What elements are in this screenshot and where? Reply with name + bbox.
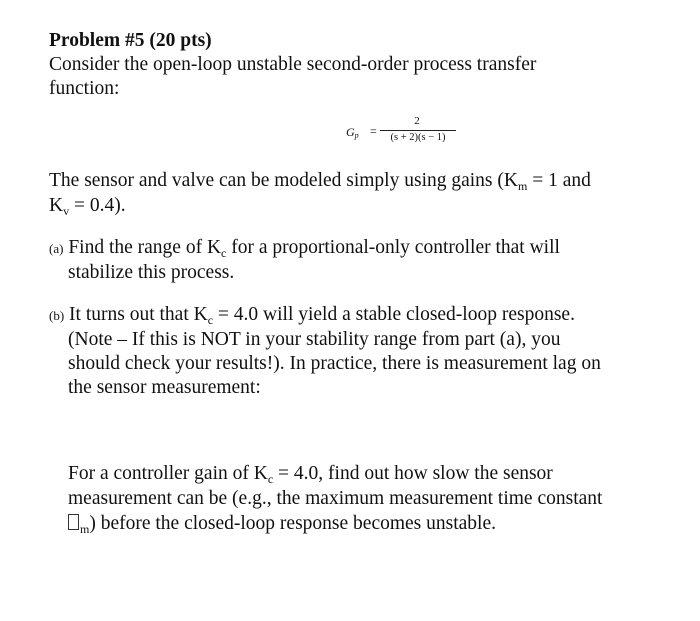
part-b-line-4: the sensor measurement: bbox=[68, 377, 261, 398]
final-line-3: $_m$) before the closed-loop response becomes unstable. bbox=[68, 512, 496, 536]
transfer-function-equation bbox=[346, 116, 456, 152]
fraction-bar bbox=[380, 130, 456, 131]
intro-line-1: Consider the open-loop unstable second-order process transfer bbox=[49, 54, 537, 75]
part-a-label: (a) bbox=[49, 241, 64, 256]
equation-lhs: $G_p$ bbox=[346, 125, 359, 140]
sensor-valve-line-1: The sensor and valve can be modeled simply using gains ($K_m = 1$ and bbox=[49, 170, 591, 193]
problem-title: Problem #5 (20 pts) bbox=[49, 30, 212, 51]
part-b-line-1: (b) It turns out that $K_c = 4.0$ will yield a stable closed-loop response. bbox=[49, 304, 575, 327]
part-b-line-2: (Note – If this is NOT in your stability range from part (a), you bbox=[68, 329, 561, 350]
equation-numerator: 2 bbox=[414, 115, 420, 127]
part-b-line-3: should check your results!). In practice, there is measurement lag on bbox=[68, 353, 601, 374]
final-line-2: measurement can be (e.g., the maximum measurement time constant bbox=[68, 488, 603, 509]
part-a-line-2: stabilize this process. bbox=[68, 262, 235, 283]
part-b-label: (b) bbox=[49, 308, 65, 323]
intro-line-2: function: bbox=[49, 78, 120, 99]
missing-glyph-box bbox=[68, 514, 79, 530]
equation-denominator: (s + 2)(s − 1) bbox=[390, 132, 446, 143]
equation-equals: = bbox=[370, 124, 377, 138]
final-line-1: For a controller gain of $K_c = 4.0$, find out how slow the sensor bbox=[68, 463, 553, 486]
sensor-valve-line-2: $K_v = 0.4$). bbox=[49, 195, 126, 218]
part-a-line-1: (a) Find the range of $K_c$ for a proportional-only controller that will bbox=[49, 237, 560, 260]
